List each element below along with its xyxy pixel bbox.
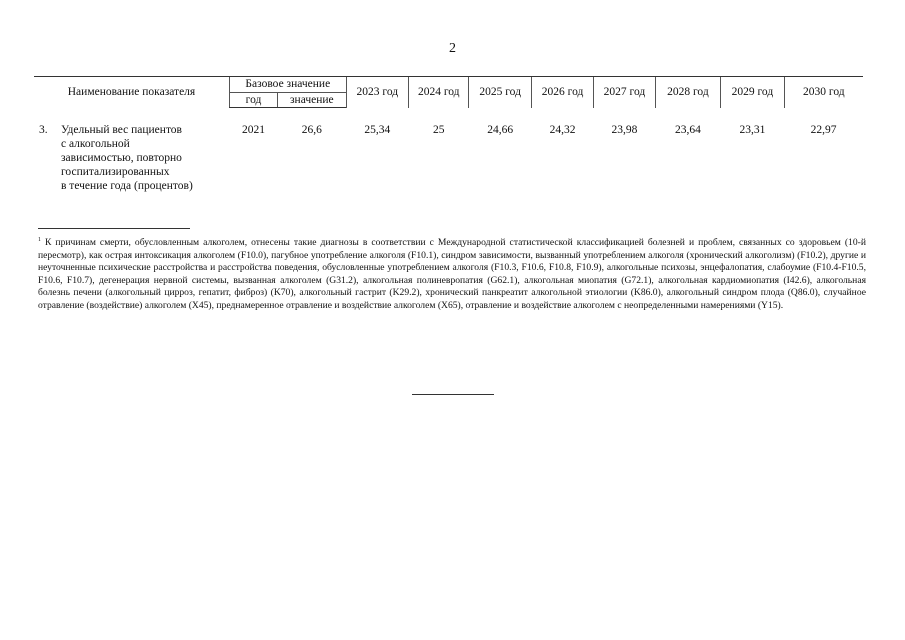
cell-base-value: 26,6 xyxy=(301,124,322,136)
row-label-line: в течение года (процентов) xyxy=(61,180,193,192)
header-name: Наименование показателя xyxy=(34,77,229,108)
cell-base-year: 2021 xyxy=(242,124,266,136)
row-label-line: госпитализированных xyxy=(61,166,170,178)
header-year-2024: 2024 год xyxy=(409,77,469,108)
cell-2027: 23,98 xyxy=(611,124,638,136)
row-label-line: зависимостью, повторно xyxy=(61,152,182,164)
header-year-2029: 2029 год xyxy=(721,77,784,108)
cell-2023: 25,34 xyxy=(364,124,391,136)
header-base-year: год xyxy=(229,93,277,108)
row-name-cell xyxy=(34,123,229,193)
table-row xyxy=(34,123,863,193)
row-number: 3. xyxy=(39,124,48,136)
header-base-group: Базовое значение xyxy=(229,77,346,93)
cell-2029: 23,31 xyxy=(739,124,766,136)
cell-2024: 25 xyxy=(432,124,445,136)
end-of-document-rule xyxy=(412,394,494,395)
footnote xyxy=(38,237,866,313)
row-label-line: Удельный вес пациентов xyxy=(61,124,182,136)
header-base-value: значение xyxy=(278,93,347,108)
cell-2026: 24,32 xyxy=(549,124,576,136)
header-year-2025: 2025 год xyxy=(469,77,531,108)
header-year-2030: 2030 год xyxy=(784,77,863,108)
footnote-text: К причинам смерти, обусловленным алкоголем, отнесены такие диагнозы в соответствии с Международной статистической классификацией болезней и проблем, связанных со здоровьем (10-й пересмотр), как острая интоксикация алкоголем (F10.0), пагубное употребление алкоголя (F10.1), синдром зависимости, вызванный употреблением алкоголя (хронический алкоголизм) (F10.2), другие и неуточненные психические расстройства и расстройства поведения, обусловленные употреблением алкоголя (F10.3, F10.6, F10.8, F10.9), алкогольные психозы, энцефалопатия, слабоумие (F10.4-F10.5, F10.6, F10.7), дегенерация нервной системы, вызванная алкоголем (G31.2), алкогольная полиневропатия (G62.1), алкогольная миопатия (G72.1), алкогольная кардиомиопатия (I42.6), алкогольная болезнь печени (алкогольный цирроз, гепатит, фиброз) (K70), алкогольный гастрит (K29.2), хронический панкреатит алкогольной этиологии (K86.0), алкогольный синдром плода (Q86.0), случайное отравление (воздействие) алкоголем (X45), преднамеренное отравление и воздействие алкоголем (X65), отравление и воздействие алкоголем с неопределенными намерениями (Y15). xyxy=(38,237,866,311)
header-year-2027: 2027 год xyxy=(594,77,655,108)
page-number: 2 xyxy=(449,41,456,56)
header-year-2023: 2023 год xyxy=(346,77,408,108)
header-year-2026: 2026 год xyxy=(531,77,593,108)
cell-2030: 22,97 xyxy=(810,124,837,136)
header-year-2028: 2028 год xyxy=(655,77,721,108)
footnote-marker: 1 xyxy=(38,236,41,243)
cell-2028: 23,64 xyxy=(674,124,701,136)
indicator-table xyxy=(34,76,863,193)
footnote-separator xyxy=(38,228,190,229)
row-label xyxy=(61,123,221,193)
cell-2025: 24,66 xyxy=(487,124,514,136)
row-label-line: с алкогольной xyxy=(61,138,130,150)
